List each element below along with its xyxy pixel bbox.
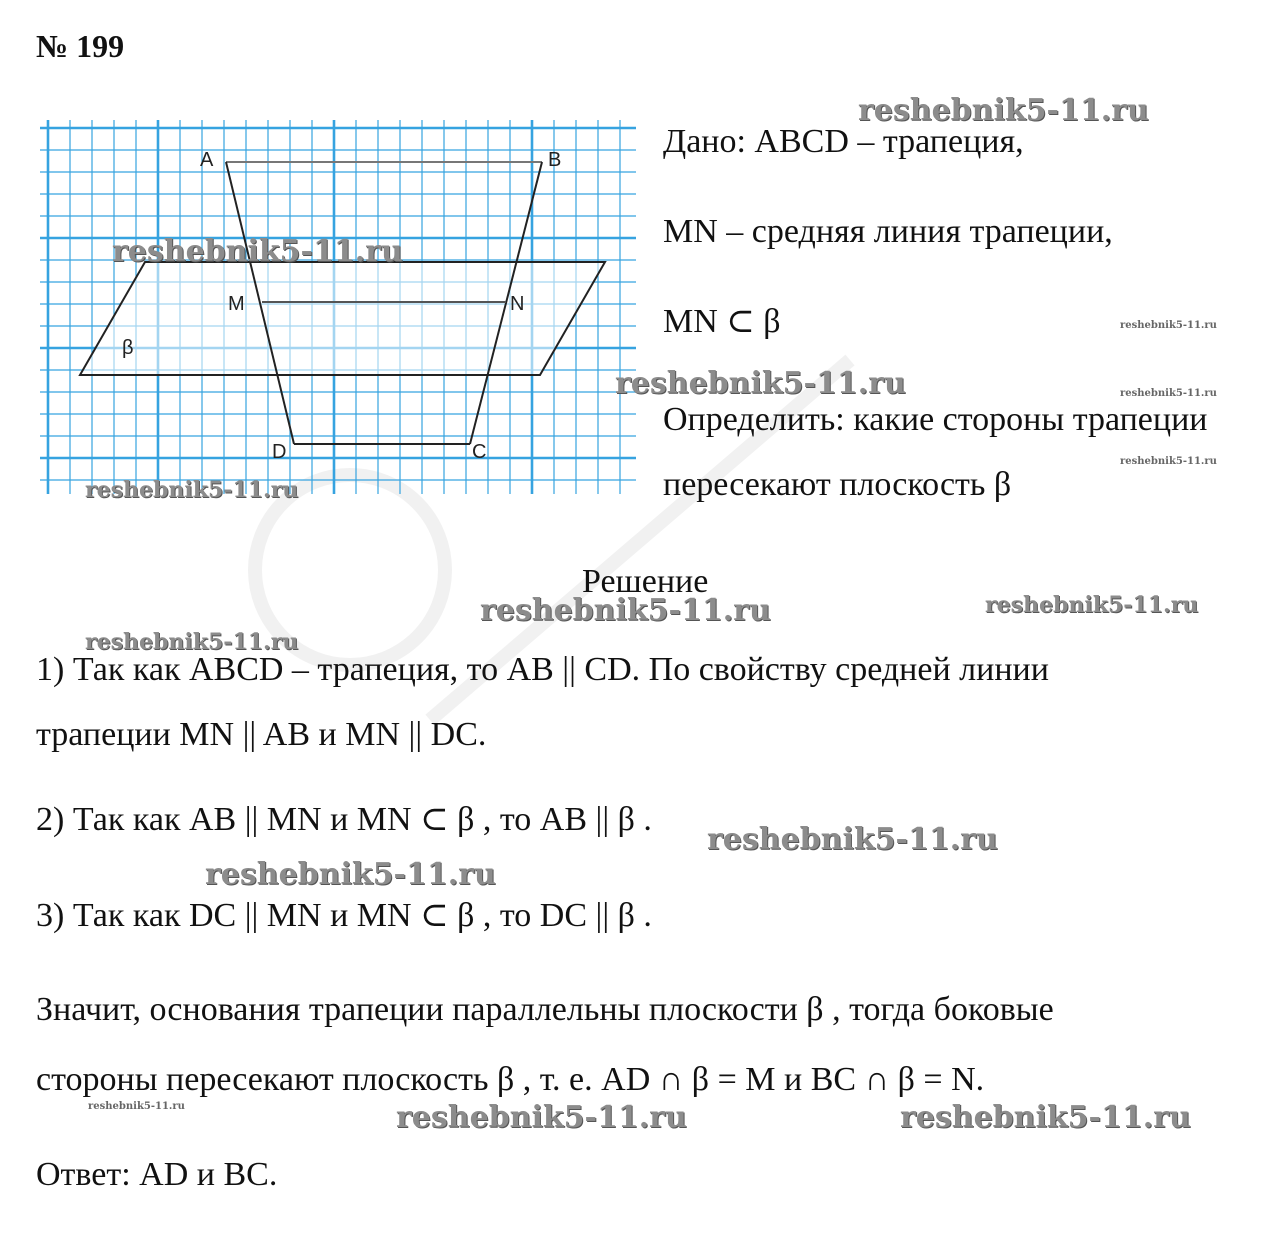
given-line-3: MN ⊂ β xyxy=(663,303,781,340)
watermark: reshebnik5-11.ru xyxy=(900,1100,1191,1135)
given-line-2: MN – средняя линия трапеции, xyxy=(663,213,1113,250)
label-m: M xyxy=(228,293,245,315)
trapezoid-plane-figure xyxy=(40,118,640,498)
watermark: reshebnik5-11.ru xyxy=(985,592,1199,618)
watermark: reshebnik5-11.ru xyxy=(1120,388,1217,399)
plane-beta xyxy=(80,262,605,375)
label-d: D xyxy=(272,441,287,463)
watermark: reshebnik5-11.ru xyxy=(480,593,771,628)
given-line-1: Дано: ABCD – трапеция, xyxy=(663,123,1024,160)
solution-conclusion-1: Значит, основания трапеции параллельны плоскости β , тогда боковые xyxy=(36,991,1054,1028)
label-beta: β xyxy=(122,337,134,359)
given-line-5: пересекают плоскость β xyxy=(663,466,1012,503)
watermark: reshebnik5-11.ru xyxy=(396,1100,687,1135)
solution-step-3: 3) Так как DC || MN и MN ⊂ β , то DC || β . xyxy=(36,897,652,934)
watermark: reshebnik5-11.ru xyxy=(85,477,299,503)
solution-step-2: 2) Так как AB || MN и MN ⊂ β , то AB || β . xyxy=(36,801,652,838)
watermark: reshebnik5-11.ru xyxy=(615,366,906,401)
solution-conclusion-2: стороны пересекают плоскость β , т. е. AD ∩ β = M и BC ∩ β = N. xyxy=(36,1061,985,1098)
solution-heading: Решение xyxy=(582,563,709,600)
watermark: reshebnik5-11.ru xyxy=(1120,320,1217,331)
watermark: reshebnik5-11.ru xyxy=(205,857,496,892)
watermark: reshebnik5-11.ru xyxy=(707,822,998,857)
watermark: reshebnik5-11.ru xyxy=(1120,456,1217,467)
watermark: reshebnik5-11.ru xyxy=(858,93,1149,128)
solution-step-1a: 1) Так как ABCD – трапеция, то AB || CD. По свойству средней линии xyxy=(36,651,1049,688)
watermark: reshebnik5-11.ru xyxy=(112,234,403,269)
problem-number: № 199 xyxy=(36,28,125,64)
solution-step-1b: трапеции MN || AB и MN || DC. xyxy=(36,716,487,753)
label-b: B xyxy=(548,149,562,171)
label-c: C xyxy=(472,441,487,463)
watermark: reshebnik5-11.ru xyxy=(88,1101,185,1112)
label-n: N xyxy=(510,293,525,315)
label-a: A xyxy=(200,149,214,171)
given-line-4: Определить: какие стороны трапеции xyxy=(663,401,1208,438)
answer: Ответ: AD и BC. xyxy=(36,1156,278,1193)
watermark: reshebnik5-11.ru xyxy=(85,629,299,655)
